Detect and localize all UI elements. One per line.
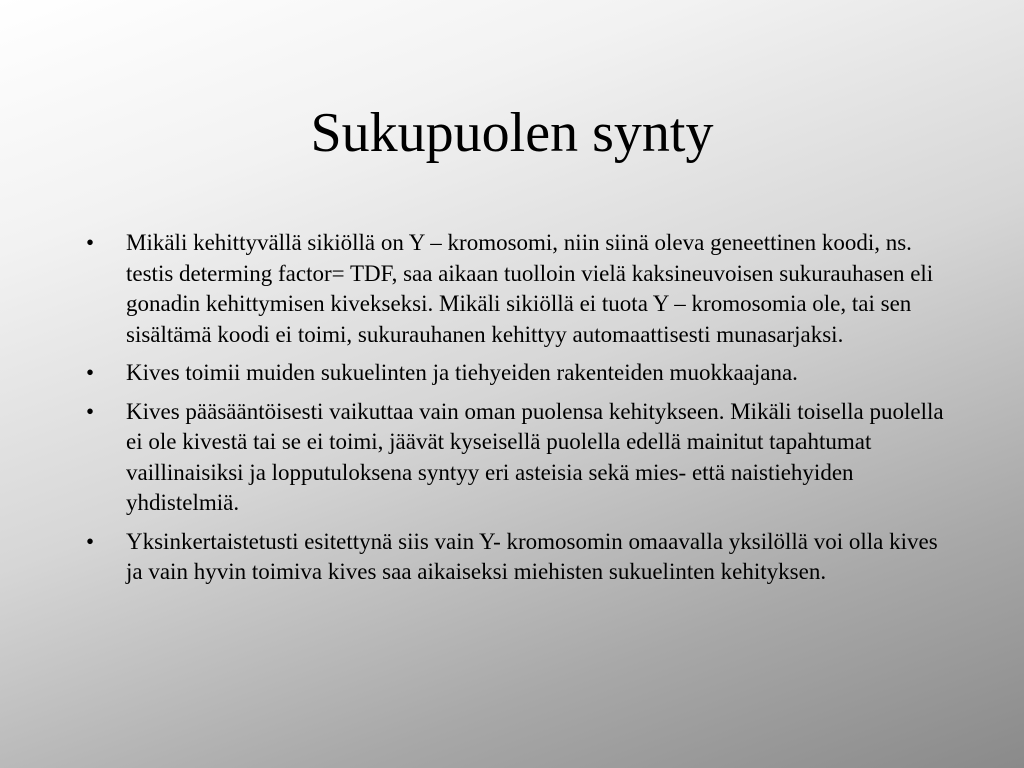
bullet-text: Yksinkertaistetusti esitettynä siis vain Y- kromosomin omaavalla yksilöllä voi olla kives ja vain hyvin toimiva kives saa aikaiseksi miehisten sukuelinten kehityksen.	[126, 528, 938, 584]
slide-title: Sukupuolen synty	[310, 102, 714, 164]
bullet-text: Kives toimii muiden sukuelinten ja tiehyeiden rakenteiden muokkaajana.	[126, 360, 798, 385]
bullet-item	[86, 527, 946, 588]
bullet-dot-icon: •	[86, 398, 95, 424]
bullet-text: Mikäli kehittyvällä sikiöllä on Y – kromosomi, niin siinä oleva geneettinen koodi, ns. testis determing factor= TDF, saa aikaan tuolloin vielä kaksineuvoisen sukurauhasen eli gonadin kehittymisen kivekseksi. Mikäli sikiöllä ei tuota Y – kromosomia ole, tai sen sisältämä koodi ei toimi, sukurauhanen kehittyy automaattisesti munasarjaksi.	[126, 230, 934, 347]
bullet-item	[86, 228, 946, 350]
bullet-dot-icon: •	[86, 528, 95, 554]
bullet-item	[86, 397, 946, 519]
bullet-dot-icon: •	[86, 360, 95, 385]
bullet-item	[86, 358, 946, 389]
bullet-dot-icon: •	[86, 230, 95, 255]
bullet-text: Kives pääsääntöisesti vaikuttaa vain oman puolensa kehitykseen. Mikäli toisella puolella ei ole kivestä tai se ei toimi, jäävät kyseisellä puolella edellä mainitut tapahtumat vaillinaisiksi ja lopputuloksena syntyy eri asteisia sekä mies- että naistiehyiden yhdistelmiä.	[126, 398, 944, 515]
bullet-list	[86, 228, 946, 596]
